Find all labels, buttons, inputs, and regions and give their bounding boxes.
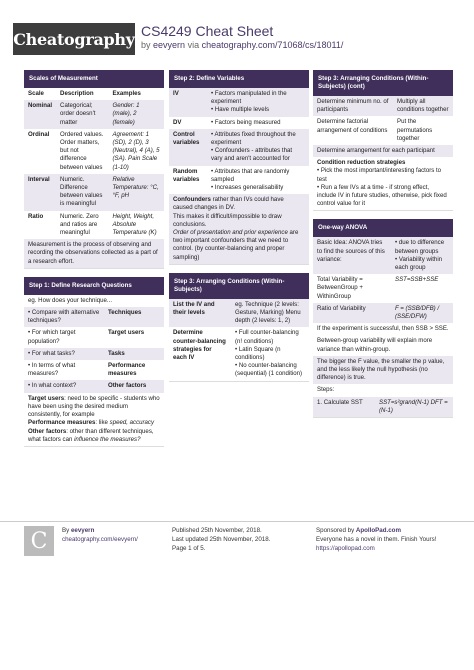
table-row: Nominal Categorical; order doesn't matter Gender: 1 (male), 2 (female) xyxy=(24,100,164,129)
section-title: Step 1: Define Research Questions xyxy=(24,277,164,295)
table-row: 1. Calculate SST SST=s²grand(N-1) DFT = (N-1) xyxy=(313,397,453,417)
column-2 xyxy=(169,70,309,390)
section-title: Scales of Measurement xyxy=(24,70,164,88)
arrange-cont-table xyxy=(313,96,453,157)
anova-steps: Steps: xyxy=(317,386,335,394)
table-row: Determine counter-balancing strategies for each IV • Full counter-balancing (n! conditions) • Latin Square (n conditions) • No counter-balancing (sequential) (1 condition) xyxy=(173,329,303,378)
anova-p1: If the experiment is successful, then SSB > SSE. xyxy=(317,325,449,333)
table-row: • Compare with alternative techniques? Techniques xyxy=(24,307,164,327)
sheet-subtitle: by eevyern via cheatography.com/71068/cs/18011/ xyxy=(141,40,344,50)
sponsor-url[interactable]: https://apollopad.com xyxy=(316,545,375,552)
table-row: DV • Factors being measured xyxy=(173,118,281,126)
reduction-strategies: Condition reduction strategies • Pick the most important/interesting factors to test • Run a few IVs at a time - if strong effect, include IV in future studies, otherwise, pick fixed control value for it xyxy=(317,159,447,208)
footer-author-url[interactable]: cheatography.com/eevyern/ xyxy=(62,536,138,543)
table-row: Control variables • Attributes fixed throughout the experiment • Confounders - attributes that vary and aren't accounted for xyxy=(169,129,309,166)
table-row: Ratio Numeric. Zero and ratios are meaningful Height, Weight, Absolute Temperature (K) xyxy=(28,212,157,237)
arrange-cont-box xyxy=(313,70,453,211)
anova-table xyxy=(313,237,453,323)
footer-dates: Published 25th November, 2018. Last updated 25th November, 2018. Page 1 of 5. xyxy=(172,527,271,552)
section-title: Step 2: Define Variables xyxy=(169,70,309,88)
sheet-title: CS4249 Cheat Sheet xyxy=(141,23,274,39)
author-avatar: C xyxy=(24,526,54,556)
author-link[interactable]: eevyern xyxy=(153,40,186,50)
table-row: • For what tasks? Tasks xyxy=(24,348,164,360)
table-row: Interval Numeric. Difference between values is meaningful Relative Temperature: °C, °F, pH xyxy=(24,174,164,211)
table-row: IV • Factors manipulated in the experiment • Have multiple levels xyxy=(169,88,309,117)
arrange-table xyxy=(169,299,309,381)
table-row: Total Variability = BetweenGroup + WithinGroup SST=SSB+SSE xyxy=(317,276,439,300)
section-title: One-way ANOVA xyxy=(313,219,453,237)
table-row: Ratio of Variability F = (SSB/DFB) / (SSE/DFW) xyxy=(313,303,453,323)
anova-p3: The bigger the F value, the smaller the p value, and the less likely the null hypothesis (no difference) is true. xyxy=(313,356,453,385)
research-notes: Target users: need to be specific - students who have been using the desired medium consistently, for example Performance measures: like speed, accuracy Other factors: other than different techniques, what factors can influence the measures? xyxy=(28,394,160,443)
anova-steps-table xyxy=(313,397,453,417)
footer-author-link[interactable]: eevyern xyxy=(70,527,95,534)
table-row: • In what context? Other factors xyxy=(24,380,164,392)
table-row: Basic Idea: ANOVA tries to find the sources of this variance: • due to difference between groups • Variability within each group xyxy=(313,237,453,274)
table-row: Ordinal Ordered values. Order matters, but not difference between values Agreement: 1 (SD), 2 (D), 3 (Neutral), 4 (A), 5 (SA). Pain Scale (1-10) xyxy=(28,130,160,171)
sheet-url-link[interactable]: cheatography.com/71068/cs/18011/ xyxy=(201,40,344,50)
confounders-note: Confounders rather than IVs could have caused changes in DV. This makes it difficult/impossible to draw conclusions. Order of presentation and prior experience are two important confounders that we need to control. (by counter-balancing and proper sampling) xyxy=(169,194,309,264)
table-row: Determine factorial arrangement of conditions Put the permutations together xyxy=(317,118,433,142)
variables-table xyxy=(169,88,309,194)
research-intro: eg. How does your technique... xyxy=(28,296,113,304)
variables-box xyxy=(169,70,309,265)
research-box xyxy=(24,277,164,447)
table-row: List the IV and their levels eg. Technique (2 levels: Gesture, Marking) Menu depth (2 levels: 1, 2) xyxy=(169,299,309,328)
column-header: Scale xyxy=(24,88,56,100)
arrange-box xyxy=(169,273,309,382)
table-row: Determine minimum no. of participants Multiply all conditions together xyxy=(313,96,453,116)
table-row: • For which target population? Target users xyxy=(28,329,145,345)
scales-table xyxy=(24,88,164,239)
column-3 xyxy=(313,70,453,426)
page-header xyxy=(0,0,474,68)
footer-author: By eevyern cheatography.com/eevyern/ xyxy=(62,527,138,543)
table-row: Determine arrangement for each participant xyxy=(313,145,453,157)
table-row: • In terms of what measures? Performance measures xyxy=(28,362,146,378)
scales-note: Measurement is the process of observing and recording the observations collected as a part of a research effort. xyxy=(24,239,164,268)
anova-p2: Between-group variability will explain more variance than within-group. xyxy=(317,337,433,353)
column-header: Description xyxy=(56,88,108,100)
cheatography-logo[interactable]: Cheatography xyxy=(13,23,135,55)
sponsor-link[interactable]: ApolloPad.com xyxy=(355,527,401,534)
table-row: Random variables • Attributes that are randomly sampled • Increases generalisability xyxy=(173,167,290,192)
anova-box xyxy=(313,219,453,418)
column-1 xyxy=(24,70,164,455)
scales-box xyxy=(24,70,164,269)
section-title: Step 3: Arranging Conditions (Within-Subjects) xyxy=(169,273,309,299)
section-title: Step 3: Arranging Conditions (Within-Subjects) (cont) xyxy=(313,70,453,96)
research-table xyxy=(24,307,164,393)
column-header: Examples xyxy=(108,88,164,100)
footer-sponsor: Sponsored by ApolloPad.com Everyone has a novel in them. Finish Yours! https://apollopad.com xyxy=(316,527,437,552)
